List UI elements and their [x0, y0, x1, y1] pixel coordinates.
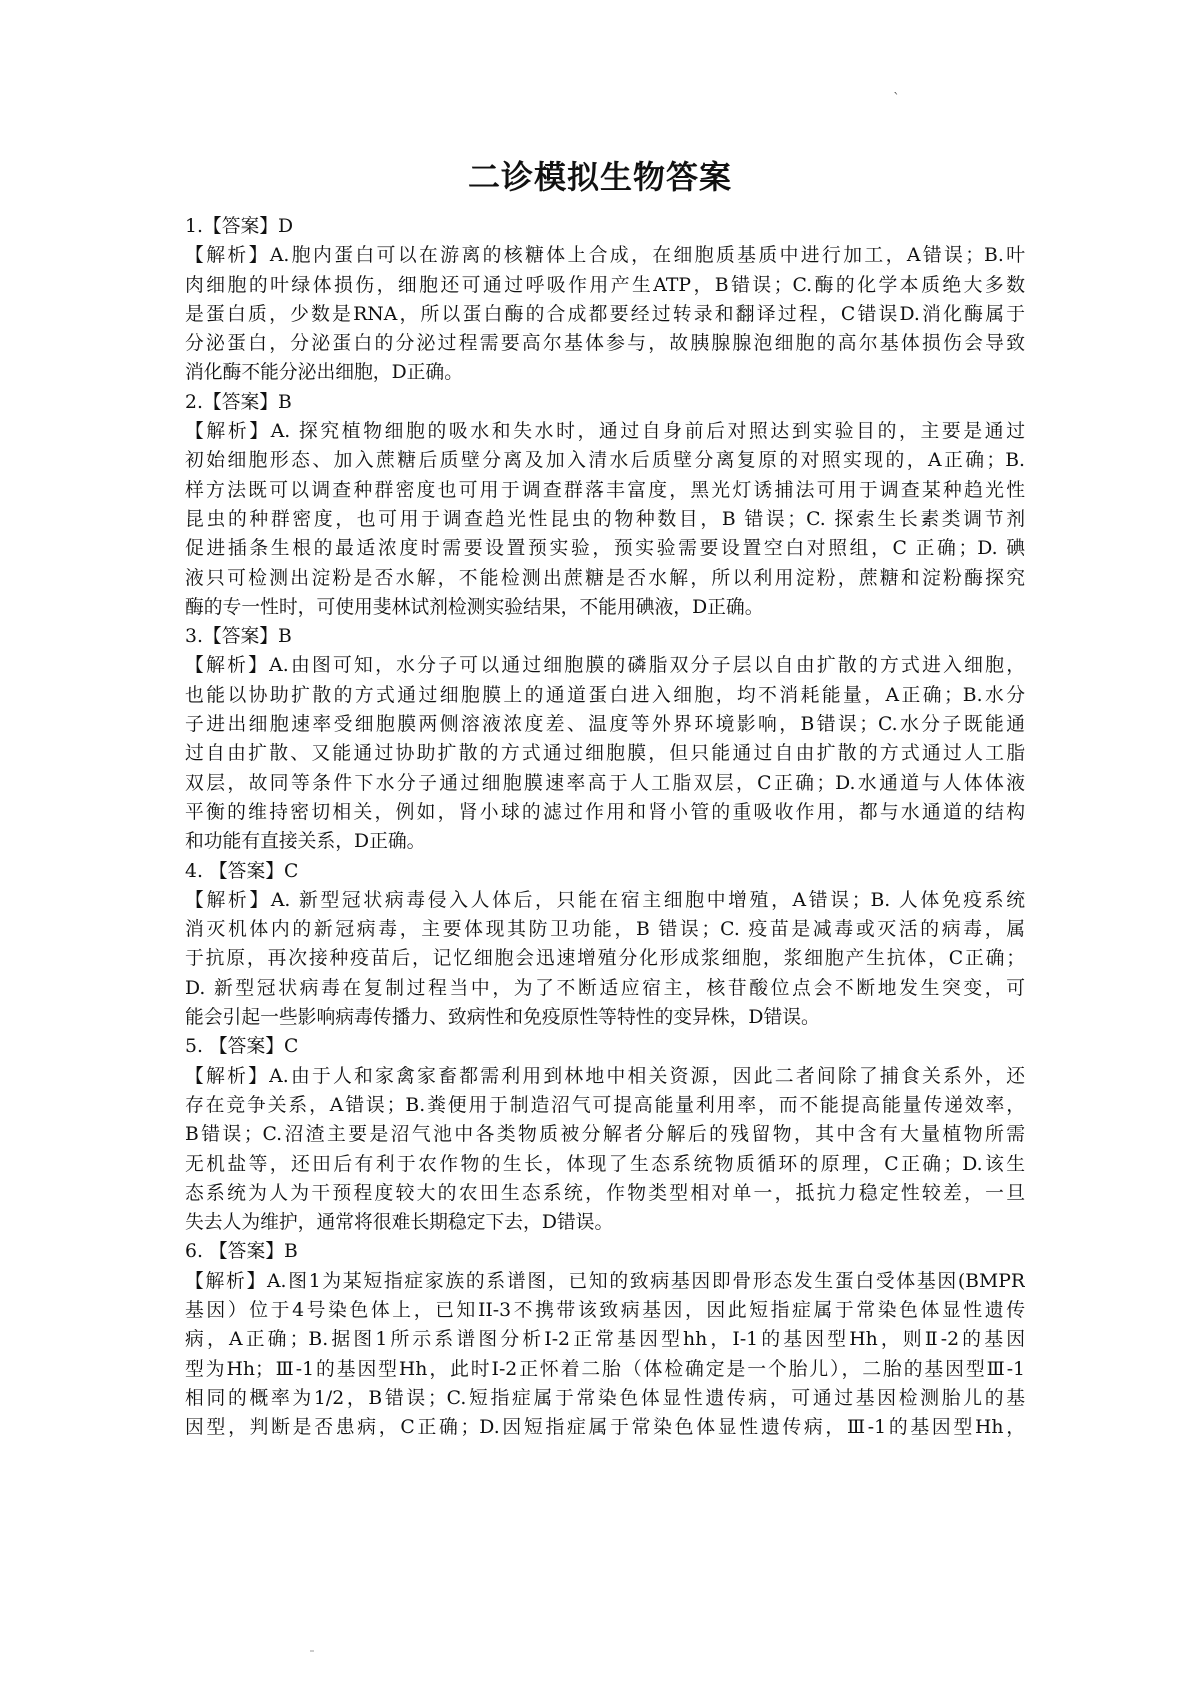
text-line: 5. 【答案】C [185, 1036, 299, 1058]
text-line: 过自由扩散、又能通过协助扩散的方式通过细胞膜，但只能通过自由扩散的方式通过人工脂 [185, 743, 1025, 765]
text-line: 昆虫的种群密度，也可用于调查趋光性昆虫的物种数目，B 错误；C. 探索生长素类调节剂 [185, 508, 1025, 530]
text-line: 6. 【答案】B [185, 1241, 298, 1263]
answer-body [185, 212, 1025, 1442]
text-line: 相同的概率为1/2，B错误；C.短指症属于常染色体显性遗传病，可通过基因检测胎儿的基 [185, 1387, 1025, 1409]
text-line: 1.【答案】D [185, 216, 294, 237]
text-line: 2.【答案】B [185, 391, 292, 413]
text-line: 型为Hh；Ⅲ-1的基因型Hh，此时I-2正怀着二胎（体检确定是一个胎儿），二胎的基因型Ⅲ-1 [185, 1358, 1025, 1380]
text-line: 态系统为人为干预程度较大的农田生态系统，作物类型相对单一，抵抗力稳定性较差，一旦 [185, 1182, 1025, 1204]
text-line: 子进出细胞速率受细胞膜两侧溶液浓度差、温度等外界环境影响，B错误；C.水分子既能通 [185, 714, 1025, 736]
text-line: 【解析】A. 探究植物细胞的吸水和失水时，通过自身前后对照达到实验目的，主要是通过 [185, 421, 1025, 443]
text-line: 初始细胞形态、加入蔗糖后质壁分离及加入清水后质壁分离复原的对照实现的，A正确；B. [185, 450, 1025, 472]
text-line: 因型，判断是否患病，C正确；D.因短指症属于常染色体显性遗传病，Ⅲ-1的基因型Hh， [185, 1417, 1025, 1439]
text-line: 于抗原，再次接种疫苗后，记忆细胞会迅速增殖分化形成浆细胞，浆细胞产生抗体，C正确； [185, 948, 1025, 970]
text-line: 消灭机体内的新冠病毒，主要体现其防卫功能，B 错误；C. 疫苗是减毒或灭活的病毒，属 [185, 919, 1025, 941]
text-line: 病，A正确；B.据图1所示系谱图分析I-2正常基因型hh，I-1的基因型Hh，则Ⅱ-2的基因 [185, 1329, 1025, 1351]
text-line: 和功能有直接关系，D正确。 [185, 831, 426, 853]
text-line: 基因）位于4号染色体上，已知II-3不携带该致病基因，因此短指症属于常染色体显性遗传 [185, 1299, 1025, 1321]
text-line: 促进插条生根的最适浓度时需要设置预实验，预实验需要设置空白对照组，C 正确；D. 碘 [185, 538, 1025, 560]
text-line: 能会引起一些影响病毒传播力、致病性和免疫原性等特性的变异株，D错误。 [185, 1007, 820, 1029]
text-line: 【解析】A.胞内蛋白可以在游离的核糖体上合成，在细胞质基质中进行加工，A错误；B.叶 [185, 245, 1025, 267]
text-line: 酶的专一性时，可使用斐林试剂检测实验结果，不能用碘液，D正确。 [185, 596, 764, 618]
corner-mark: ` [893, 91, 900, 107]
text-line: 【解析】A.由图可知，水分子可以通过细胞膜的磷脂双分子层以自由扩散的方式进入细胞， [185, 655, 1025, 677]
text-line: 4. 【答案】C [185, 860, 299, 882]
text-line: 液只可检测出淀粉是否水解，不能检测出蔗糖是否水解，所以利用淀粉，蔗糖和淀粉酶探究 [185, 567, 1025, 589]
text-line: 存在竞争关系，A错误；B.粪便用于制造沼气可提高能量利用率，而不能提高能量传递效率， [185, 1094, 1025, 1116]
text-line: 【解析】A.图1为某短指症家族的系谱图，已知的致病基因即骨形态发生蛋白受体基因(BMPR [185, 1270, 1025, 1292]
text-line: 失去人为维护，通常将很难长期稳定下去，D错误。 [185, 1212, 614, 1234]
text-line: 3.【答案】B [185, 626, 292, 648]
text-line: B错误；C.沼渣主要是沼气池中各类物质被分解者分解后的残留物，其中含有大量植物所需 [185, 1124, 1025, 1146]
text-line: 肉细胞的叶绿体损伤，细胞还可通过呼吸作用产生ATP，B错误；C.酶的化学本质绝大多数 [185, 274, 1025, 296]
text-line: 平衡的维持密切相关，例如，肾小球的滤过作用和肾小管的重吸收作用，都与水通道的结构 [185, 801, 1025, 823]
text-line: 【解析】A.由于人和家禽家畜都需利用到林地中相关资源，因此二者间除了捕食关系外，还 [185, 1065, 1025, 1087]
text-line: 【解析】A. 新型冠状病毒侵入人体后，只能在宿主细胞中增殖，A错误；B. 人体免疫系统 [185, 889, 1025, 911]
text-line: 是蛋白质，少数是RNA，所以蛋白酶的合成都要经过转录和翻译过程，C错误D.消化酶属于 [185, 303, 1025, 325]
text-line: 消化酶不能分泌出细胞，D正确。 [185, 362, 463, 384]
text-line: 双层，故同等条件下水分子通过细胞膜速率高于人工脂双层，C正确；D.水通道与人体体液 [185, 772, 1025, 794]
scan-speck [310, 1650, 314, 1652]
text-line: 样方法既可以调查种群密度也可用于调查群落丰富度，黑光灯诱捕法可用于调查某种趋光性 [185, 479, 1025, 501]
text-line: D. 新型冠状病毒在复制过程当中，为了不断适应宿主，核苷酸位点会不断地发生突变，可 [185, 977, 1025, 999]
page-title: 二诊模拟生物答案 [467, 158, 732, 196]
text-line: 也能以协助扩散的方式通过细胞膜上的通道蛋白进入细胞，均不消耗能量，A正确；B.水分 [185, 684, 1025, 706]
text-line: 无机盐等，还田后有利于农作物的生长，体现了生态系统物质循环的原理，C正确；D.该生 [185, 1153, 1025, 1175]
text-line: 分泌蛋白，分泌蛋白的分泌过程需要高尔基体参与，故胰腺腺泡细胞的高尔基体损伤会导致 [185, 333, 1025, 355]
